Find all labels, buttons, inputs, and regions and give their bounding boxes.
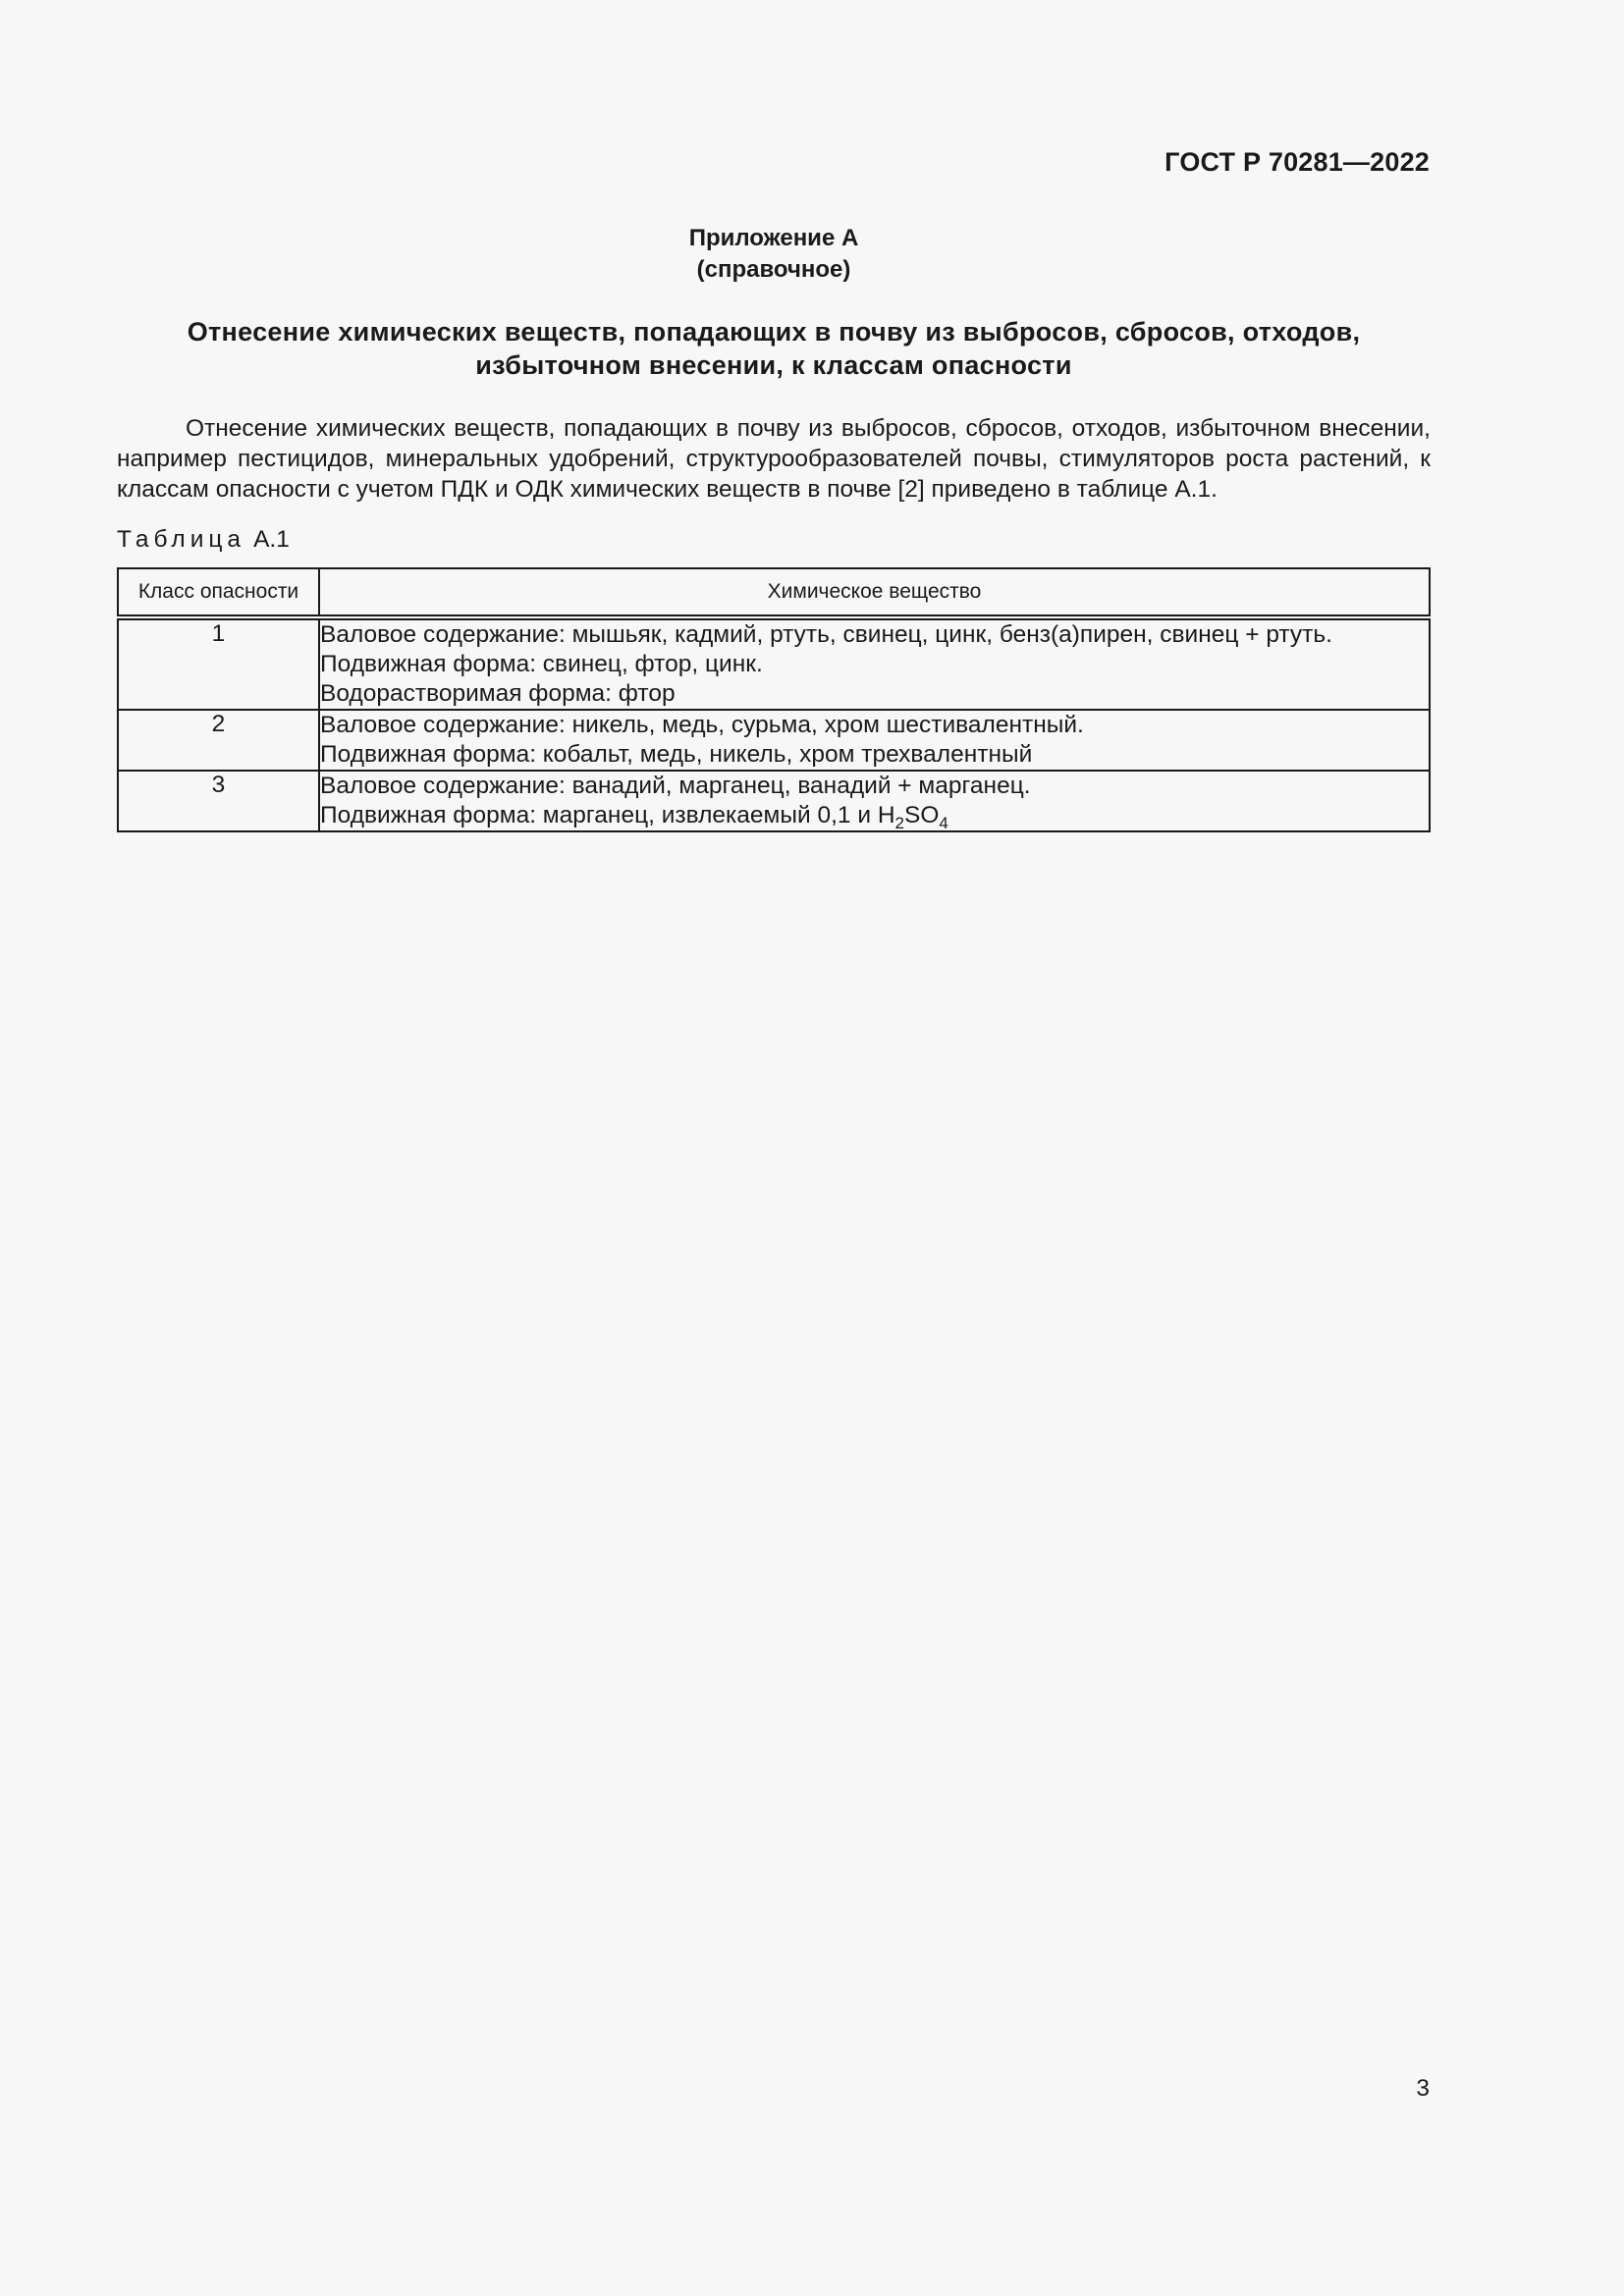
table-row xyxy=(118,617,1430,710)
hazard-class-cell: 1 xyxy=(118,617,319,710)
document-code: ГОСТ Р 70281—2022 xyxy=(1164,147,1430,177)
substance-formula-line xyxy=(320,801,1429,830)
intro-paragraph: Отнесение химических веществ, попадающих в почву из выбросов, сбросов, отходов, избыточном внесении, например пестицидов, минеральных удобрений, структурообразователей почвы, стимуляторов роста растений, к классам опасности с учетом ПДК и ОДК химических веществ в почве [2] приведено в таблице А.1. xyxy=(117,415,1431,503)
table-caption xyxy=(117,526,290,554)
section-heading xyxy=(147,315,1400,382)
page-number: 3 xyxy=(1416,2075,1430,2102)
table-row xyxy=(118,771,1430,831)
section-heading-line-2: избыточном внесении, к классам опасности xyxy=(475,350,1072,380)
appendix-subtitle: (справочное) xyxy=(696,256,851,283)
table-row xyxy=(118,710,1430,771)
table-caption-number: А.1 xyxy=(253,526,290,553)
formula-subscript-4: 4 xyxy=(939,814,948,832)
formula-prefix: Подвижная форма: марганец, извлекаемый 0,1 и H xyxy=(320,802,895,828)
substance-line: Валовое содержание: ванадий, марганец, ванадий + марганец. xyxy=(320,773,1031,799)
substance-line: Валовое содержание: мышьяк, кадмий, ртуть, свинец, цинк, бенз(а)пирен, свинец + ртуть. xyxy=(320,621,1332,648)
substance-line: Подвижная форма: свинец, фтор, цинк. xyxy=(320,651,763,677)
header-chemical-substance: Химическое вещество xyxy=(319,568,1430,617)
formula-subscript-2: 2 xyxy=(894,814,904,832)
table-header-row xyxy=(118,568,1430,617)
table-caption-word: Таблица xyxy=(117,526,246,553)
section-heading-line-1: Отнесение химических веществ, попадающих в почву из выбросов, сбросов, отходов, xyxy=(187,317,1361,347)
hazard-class-cell: 2 xyxy=(118,710,319,771)
hazard-class-table xyxy=(117,567,1431,832)
substance-line: Валовое содержание: никель, медь, сурьма, хром шестивалентный. xyxy=(320,712,1084,738)
substance-cell xyxy=(319,710,1430,771)
substance-cell xyxy=(319,617,1430,710)
substance-cell xyxy=(319,771,1430,831)
formula-mid: SO xyxy=(904,802,940,828)
header-hazard-class: Класс опасности xyxy=(118,568,319,617)
substance-line: Водорастворимая форма: фтор xyxy=(320,680,676,707)
substance-line: Подвижная форма: кобальт, медь, никель, хром трехвалентный xyxy=(320,741,1033,768)
appendix-title: Приложение А xyxy=(688,225,859,251)
hazard-class-cell: 3 xyxy=(118,771,319,831)
